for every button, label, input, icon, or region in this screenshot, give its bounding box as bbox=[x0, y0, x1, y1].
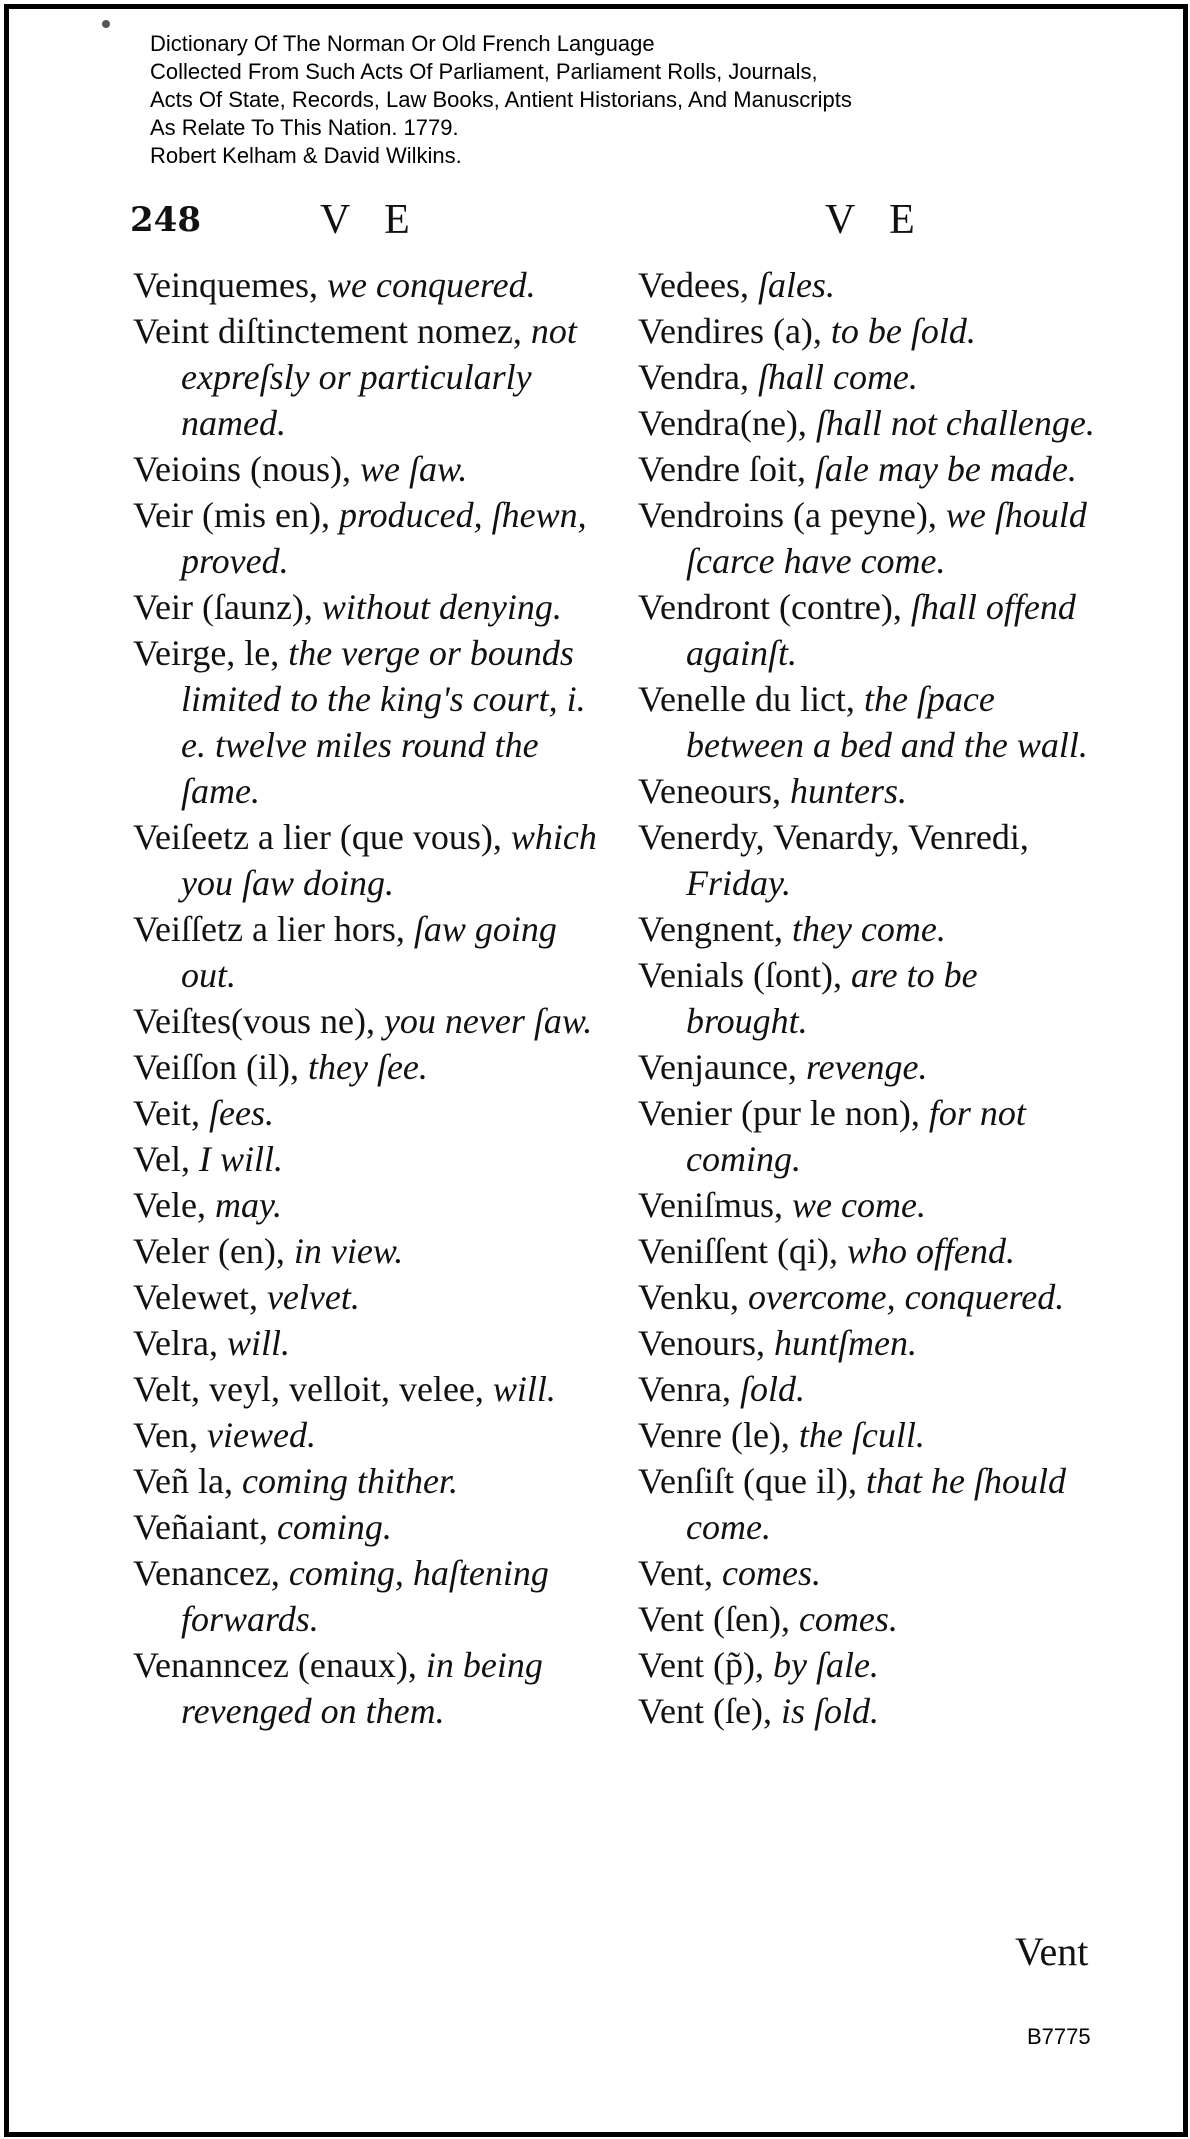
dictionary-entry bbox=[638, 1596, 1108, 1642]
dictionary-entry bbox=[638, 1274, 1108, 1320]
entry-definition: ſhall offend againſt. bbox=[686, 587, 1076, 673]
dictionary-entry bbox=[638, 1228, 1108, 1274]
dictionary-entry bbox=[638, 1458, 1108, 1550]
entry-term: Veler (en), bbox=[133, 1231, 294, 1271]
dictionary-entry bbox=[638, 1320, 1108, 1366]
entry-definition: the ſpace between a bed and the wall. bbox=[686, 679, 1088, 765]
entry-term: Vengnent, bbox=[638, 909, 792, 949]
entry-term: Veir (ſaunz), bbox=[133, 587, 322, 627]
dictionary-entry bbox=[638, 952, 1108, 1044]
header-line-1: Dictionary Of The Norman Or Old French Language bbox=[150, 31, 655, 56]
entry-term: Vendre ſoit, bbox=[638, 449, 815, 489]
dictionary-entry bbox=[133, 262, 603, 308]
dictionary-entry bbox=[638, 906, 1108, 952]
running-head-right: V E bbox=[825, 197, 927, 243]
dictionary-entry bbox=[133, 1366, 603, 1412]
entry-term: Venours, bbox=[638, 1323, 774, 1363]
dictionary-entry bbox=[638, 1688, 1108, 1734]
entry-term: Vent (ſe), bbox=[638, 1691, 781, 1731]
entry-term: Vedees, bbox=[638, 265, 758, 305]
running-head-left: V E bbox=[320, 197, 422, 243]
entry-definition: hunters. bbox=[789, 771, 907, 811]
entry-term: Vent, bbox=[638, 1553, 722, 1593]
dictionary-entry bbox=[133, 1136, 603, 1182]
entry-definition: produced, ſhewn, proved. bbox=[181, 495, 587, 581]
dictionary-entry bbox=[133, 1320, 603, 1366]
dictionary-entry bbox=[638, 1550, 1108, 1596]
entry-term: Venra, bbox=[638, 1369, 740, 1409]
dictionary-entry bbox=[133, 998, 603, 1044]
entry-term: Veñ la, bbox=[133, 1461, 242, 1501]
entry-definition: which you ſaw doing. bbox=[181, 817, 597, 903]
entry-definition: coming thither. bbox=[241, 1461, 458, 1501]
entry-definition: are to be brought. bbox=[686, 955, 978, 1041]
dictionary-entry bbox=[133, 1090, 603, 1136]
dictionary-entry bbox=[133, 446, 603, 492]
entry-definition: revenge. bbox=[805, 1047, 928, 1087]
dictionary-entry bbox=[133, 1550, 603, 1642]
entry-definition: coming, haſtening forwards. bbox=[181, 1553, 549, 1639]
entry-definition: will. bbox=[226, 1323, 290, 1363]
entry-term: Velt, veyl, velloit, velee, bbox=[133, 1369, 493, 1409]
entry-term: Veneours, bbox=[638, 771, 790, 811]
entry-term: Veirge, le, bbox=[133, 633, 289, 673]
dictionary-entry bbox=[638, 1412, 1108, 1458]
entry-definition: overcome, conquered. bbox=[748, 1277, 1065, 1317]
entry-term: Vendra(ne), bbox=[638, 403, 816, 443]
entry-definition: ſaw going out. bbox=[181, 909, 557, 995]
entry-term: Veioins (nous), bbox=[133, 449, 360, 489]
entry-definition: velvet. bbox=[266, 1277, 360, 1317]
entry-term: Venanncez (enaux), bbox=[133, 1645, 426, 1685]
right-column bbox=[638, 262, 1108, 1734]
dictionary-entry bbox=[133, 1412, 603, 1458]
entry-definition: ſale may be made. bbox=[814, 449, 1077, 489]
dictionary-entry bbox=[638, 308, 1108, 354]
entry-term: Venerdy, Venardy, Venredi, bbox=[638, 817, 1029, 857]
left-column bbox=[133, 262, 603, 1734]
dictionary-entry bbox=[638, 262, 1108, 308]
dictionary-entry bbox=[133, 906, 603, 998]
header-line-2: Collected From Such Acts Of Parliament, Parliament Rolls, Journals, bbox=[150, 59, 818, 84]
entry-definition: they come. bbox=[791, 909, 946, 949]
entry-term: Ven, bbox=[133, 1415, 207, 1455]
dictionary-entry bbox=[133, 308, 603, 446]
entry-term: Vendires (a), bbox=[638, 311, 831, 351]
entry-term: Veniſſent (qi), bbox=[638, 1231, 847, 1271]
dictionary-entry bbox=[638, 768, 1108, 814]
entry-term: Veinquemes, bbox=[133, 265, 327, 305]
entry-definition: ſales. bbox=[757, 265, 835, 305]
entry-definition: we conquered. bbox=[326, 265, 536, 305]
document-code: B7775 bbox=[1027, 2024, 1091, 2049]
dictionary-entry bbox=[133, 1044, 603, 1090]
entry-definition: we come. bbox=[792, 1185, 926, 1225]
entry-term: Venelle du lict, bbox=[638, 679, 864, 719]
entry-term: Venancez, bbox=[133, 1553, 289, 1593]
entry-term: Velra, bbox=[133, 1323, 227, 1363]
dictionary-entry bbox=[638, 814, 1108, 906]
entry-definition: who offend. bbox=[846, 1231, 1015, 1271]
entry-definition: comes. bbox=[722, 1553, 821, 1593]
dictionary-entry bbox=[638, 492, 1108, 584]
entry-definition: coming. bbox=[276, 1507, 392, 1547]
entry-term: Venjaunce, bbox=[638, 1047, 806, 1087]
entry-definition: they ſee. bbox=[307, 1047, 428, 1087]
scan-speck bbox=[102, 20, 110, 28]
header-line-4: As Relate To This Nation. 1779. bbox=[150, 115, 459, 140]
entry-definition: not expreſsly or particularly named. bbox=[181, 311, 577, 443]
dictionary-entry bbox=[638, 676, 1108, 768]
entry-term: Venſiſt (que il), bbox=[638, 1461, 866, 1501]
header-line-3: Acts Of State, Records, Law Books, Antient Historians, And Manuscripts bbox=[150, 87, 852, 112]
entry-definition: ſees. bbox=[209, 1093, 274, 1133]
entry-definition: in view. bbox=[293, 1231, 404, 1271]
dictionary-entry bbox=[638, 1044, 1108, 1090]
dictionary-entry bbox=[638, 354, 1108, 400]
entry-definition: viewed. bbox=[207, 1415, 316, 1455]
document-header bbox=[150, 30, 852, 170]
entry-definition: we ſhould ſcarce have come. bbox=[686, 495, 1087, 581]
entry-term: Veiſſon (il), bbox=[133, 1047, 308, 1087]
entry-definition: for not coming. bbox=[686, 1093, 1026, 1179]
dictionary-entry bbox=[133, 1274, 603, 1320]
entry-term: Venku, bbox=[638, 1277, 748, 1317]
entry-definition: I will. bbox=[199, 1139, 284, 1179]
entry-definition: the verge or bounds limited to the king's court, i. e. twelve miles round the ſame. bbox=[181, 633, 586, 811]
entry-definition: Friday. bbox=[686, 863, 791, 903]
entry-definition: that he ſhould come. bbox=[686, 1461, 1066, 1547]
dictionary-entry bbox=[133, 584, 603, 630]
entry-term: Vendra, bbox=[638, 357, 758, 397]
dictionary-entry bbox=[133, 492, 603, 584]
dictionary-entry bbox=[133, 1642, 603, 1734]
dictionary-entry bbox=[638, 584, 1108, 676]
entry-definition: ſold. bbox=[739, 1369, 805, 1409]
entry-term: Vele, bbox=[133, 1185, 215, 1225]
dictionary-entry bbox=[133, 1182, 603, 1228]
entry-term: Vent (ſen), bbox=[638, 1599, 799, 1639]
entry-term: Veñaiant, bbox=[133, 1507, 277, 1547]
entry-term: Veiſeetz a lier (que vous), bbox=[133, 817, 511, 857]
entry-term: Veit, bbox=[133, 1093, 209, 1133]
entry-term: Veiſſetz a lier hors, bbox=[133, 909, 414, 949]
entry-definition: in being revenged on them. bbox=[181, 1645, 543, 1731]
entry-definition: by ſale. bbox=[772, 1645, 879, 1685]
entry-term: Vendroins (a peyne), bbox=[638, 495, 946, 535]
entry-term: Venials (ſont), bbox=[638, 955, 851, 995]
entry-definition: is ſold. bbox=[780, 1691, 879, 1731]
catchword: Vent bbox=[1015, 1929, 1089, 1974]
dictionary-entry bbox=[638, 1366, 1108, 1412]
entry-term: Veniſmus, bbox=[638, 1185, 793, 1225]
page-number: 248 bbox=[130, 200, 201, 240]
entry-definition: the ſcull. bbox=[798, 1415, 925, 1455]
entry-definition: may. bbox=[214, 1185, 282, 1225]
entry-term: Venre (le), bbox=[638, 1415, 799, 1455]
dictionary-entry bbox=[133, 1504, 603, 1550]
entry-term: Venier (pur le non), bbox=[638, 1093, 929, 1133]
dictionary-entry bbox=[133, 1228, 603, 1274]
dictionary-entry bbox=[133, 814, 603, 906]
dictionary-entry bbox=[638, 1090, 1108, 1182]
entry-term: Veint diſtinctement nomez, bbox=[133, 311, 531, 351]
entry-definition: we ſaw. bbox=[360, 449, 468, 489]
dictionary-entry bbox=[133, 1458, 603, 1504]
entry-definition: you never ſaw. bbox=[383, 1001, 593, 1041]
entry-term: Vent (p̃), bbox=[638, 1645, 773, 1685]
entry-term: Vel, bbox=[133, 1139, 199, 1179]
dictionary-entry bbox=[638, 1642, 1108, 1688]
dictionary-entry bbox=[638, 400, 1108, 446]
entry-definition: ſhall come. bbox=[757, 357, 918, 397]
dictionary-entry bbox=[638, 446, 1108, 492]
entry-term: Velewet, bbox=[133, 1277, 267, 1317]
entry-term: Veiſtes(vous ne), bbox=[133, 1001, 384, 1041]
entry-term: Vendront (contre), bbox=[638, 587, 911, 627]
dictionary-entry bbox=[638, 1182, 1108, 1228]
entry-definition: huntſmen. bbox=[773, 1323, 917, 1363]
entry-term: Veir (mis en), bbox=[133, 495, 339, 535]
entry-definition: comes. bbox=[798, 1599, 898, 1639]
header-line-5: Robert Kelham & David Wilkins. bbox=[150, 143, 462, 168]
entry-definition: without denying. bbox=[321, 587, 562, 627]
dictionary-entry bbox=[133, 630, 603, 814]
entry-definition: will. bbox=[492, 1369, 556, 1409]
entry-definition: ſhall not challenge. bbox=[815, 403, 1095, 443]
entry-definition: to be ſold. bbox=[830, 311, 976, 351]
